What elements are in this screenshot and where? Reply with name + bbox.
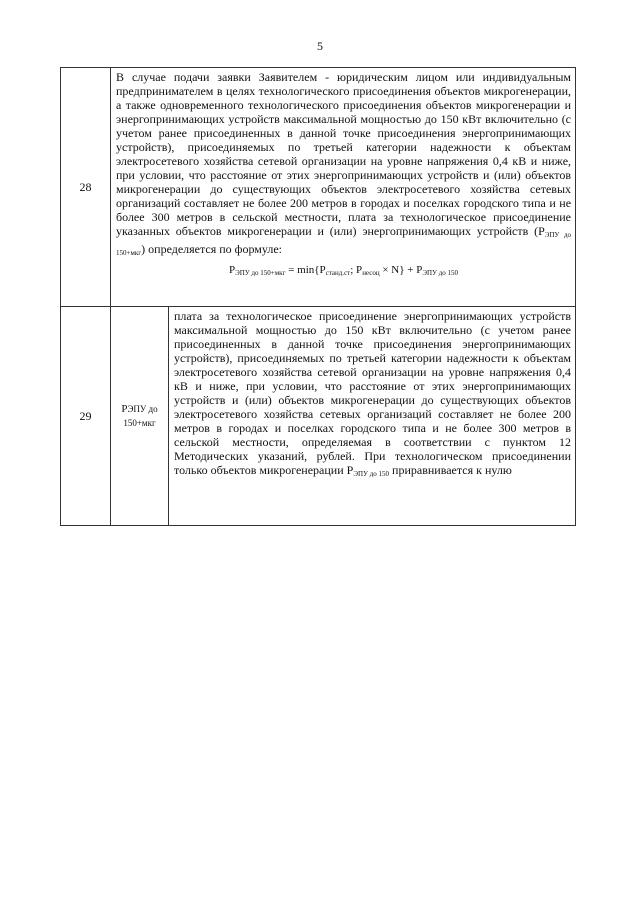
description-tail: приравнивается к нулю bbox=[392, 463, 512, 477]
formula-lhs: P bbox=[228, 264, 236, 276]
table-row bbox=[61, 68, 576, 307]
symbol-open: (P bbox=[534, 224, 545, 238]
symbol-sub-1: ЭПУ до bbox=[127, 404, 158, 414]
symbol-main: P bbox=[121, 403, 128, 415]
row-number-cell bbox=[61, 307, 111, 526]
row-description: В случае подачи заявки Заявителем - юридическим лицом или индивидуальным предпринимателем в целях технологического присоединения объектов микрогенерации, а также одновременного технологического присоединения объектов микрогенерации и энергопринимающих устройств максимальной мощностью до 150 кВт включительно (с учетом ранее присоединенных в данной точке присоединения энергопринимающих устройств), присоединяемых по третьей категории надежности к объектам электросетевого хозяйства сетевой организации на уровне напряжения 0,4 кВ и ниже, при условии, что расстояние от этих энергопринимающих устройств и (или) объектов микрогенерации до существующих объектов электросетевого хозяйства сетевых организаций составляет не более 200 метров в городах и поселках городского типа и не более 300 метров в сельской местности, плата за технологическое присоединение указанных объектов микрогенерации и (или) энергопринимающих устройств bbox=[116, 70, 572, 238]
row-number: 29 bbox=[79, 408, 92, 423]
symbol-subscript: ЭПУ до 150+мкг bbox=[116, 231, 572, 257]
row-description: плата за технологическое присоединение энергопринимающих устройств максимальной мощностью до 150 кВт включительно (с учетом ранее присоединенных в данной точке присоединения энергопринимающих устройств), присоединяемых по третьей категории надежности к объектам электросетевого хозяйства сетевой организации на уровне напряжения 0,4 кВ и ниже, при условии, что расстояние от этих энергопринимающих устройств и (или) объектов микрогенерации до существующих объектов электросетевого хозяйства сетевых организаций составляет не более 200 метров в городах и поселках городского типа и не более 300 метров в сельской местности, определяемая в соответствии с пунктом 12 Методических указаний, рублей. При технологическом присоединении только объектов микрогенерации bbox=[174, 309, 572, 477]
formula-lhs-subscript: ЭПУ до 150+мкг bbox=[235, 269, 286, 277]
symbol-main-inline: P bbox=[346, 463, 354, 477]
description-cell bbox=[169, 307, 576, 526]
row-number: 28 bbox=[79, 179, 92, 194]
symbol-subscript: ЭПУ до 150 bbox=[353, 470, 390, 478]
symbol-cell bbox=[111, 307, 169, 526]
page-number: 5 bbox=[317, 39, 323, 53]
description-tail: ) определяется по формуле: bbox=[141, 242, 282, 256]
formula bbox=[116, 263, 571, 280]
formula-min: = min{P bbox=[285, 264, 326, 276]
row-number-cell bbox=[61, 68, 111, 307]
table-row bbox=[61, 307, 576, 526]
symbol-sub-2: 150+мкг bbox=[123, 418, 156, 428]
formula-times: × N} + P bbox=[379, 264, 423, 276]
description-cell bbox=[111, 68, 576, 307]
formula-separator: ; P bbox=[350, 264, 363, 276]
formula-rhs-subscript: ЭПУ до 150 bbox=[422, 269, 459, 277]
formula-std-subscript: станд.ст bbox=[325, 269, 351, 277]
formula-nesoc-subscript: несоц bbox=[362, 269, 380, 277]
tariff-table bbox=[60, 67, 576, 526]
